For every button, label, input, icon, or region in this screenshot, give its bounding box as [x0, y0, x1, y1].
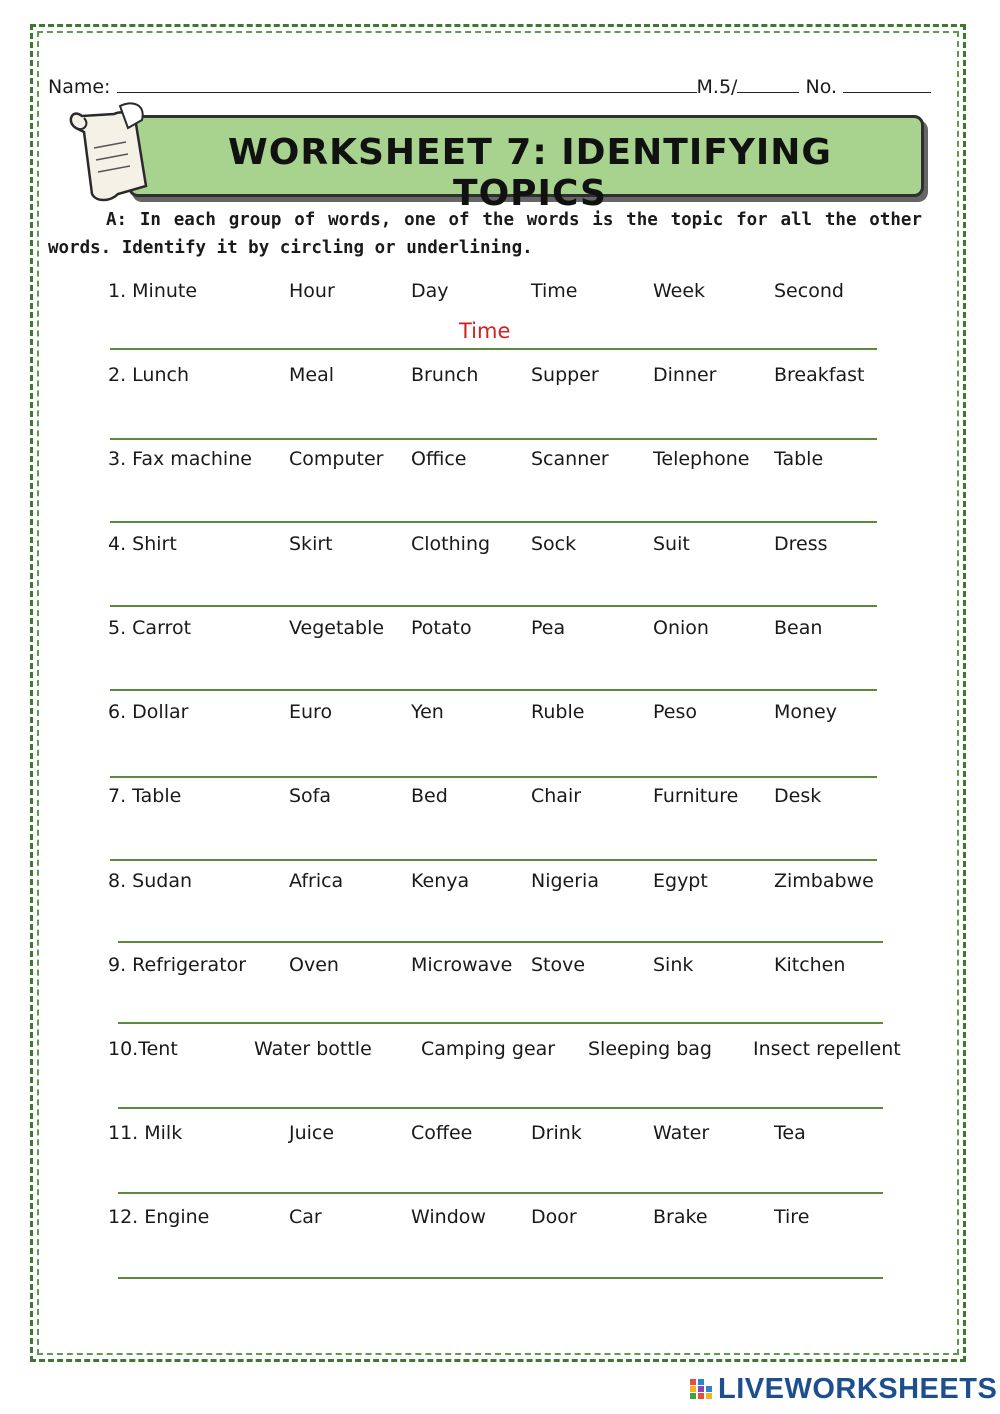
question-word[interactable]: Drink — [531, 1122, 582, 1144]
instruction-text — [48, 206, 922, 262]
question-word-first[interactable]: 6. Dollar — [108, 701, 189, 723]
question-word-first[interactable]: 11. Milk — [108, 1122, 183, 1144]
question-word[interactable]: Peso — [653, 701, 697, 723]
question-word[interactable]: Supper — [531, 364, 599, 386]
question-word[interactable]: Stove — [531, 954, 586, 976]
liveworksheets-logo — [690, 1374, 997, 1404]
question-word[interactable]: Juice — [289, 1122, 335, 1144]
question-word[interactable]: Tea — [774, 1122, 806, 1144]
question-word[interactable]: Coffee — [411, 1122, 473, 1144]
question-word[interactable]: Nigeria — [531, 870, 599, 892]
question-word-first[interactable]: 2. Lunch — [108, 364, 189, 386]
question-word[interactable]: Day — [411, 280, 449, 302]
question-word[interactable]: Sofa — [289, 785, 332, 807]
question-row — [0, 364, 1000, 404]
question-word[interactable]: Camping gear — [421, 1038, 556, 1060]
question-word[interactable]: Second — [774, 280, 844, 302]
question-word[interactable]: Ruble — [531, 701, 585, 723]
question-word[interactable]: Window — [411, 1206, 486, 1228]
question-word[interactable]: Sock — [531, 533, 577, 555]
question-row — [0, 1122, 1000, 1162]
question-word-first[interactable]: 5. Carrot — [108, 617, 192, 639]
question-word[interactable]: Sleeping bag — [588, 1038, 712, 1060]
question-word[interactable]: Time — [531, 280, 578, 302]
answer-line[interactable] — [118, 1022, 883, 1024]
answer-line[interactable] — [118, 1277, 883, 1279]
question-word[interactable]: Sink — [653, 954, 694, 976]
question-row — [0, 954, 1000, 994]
answer-line[interactable] — [110, 438, 877, 440]
answer-line[interactable] — [110, 776, 877, 778]
question-word[interactable]: Pea — [531, 617, 566, 639]
question-word[interactable]: Water — [653, 1122, 710, 1144]
question-word[interactable]: Meal — [289, 364, 335, 386]
question-word[interactable]: Africa — [289, 870, 344, 892]
class-field[interactable] — [737, 74, 799, 93]
question-word-first[interactable]: 1. Minute — [108, 280, 198, 302]
question-word[interactable]: Euro — [289, 701, 333, 723]
question-word-first[interactable]: 9. Refrigerator — [108, 954, 247, 976]
question-word[interactable]: Desk — [774, 785, 822, 807]
answer-line[interactable] — [110, 859, 877, 861]
question-row — [0, 533, 1000, 573]
answer-line[interactable] — [118, 1107, 883, 1109]
question-word[interactable]: Brunch — [411, 364, 479, 386]
question-word[interactable]: Kenya — [411, 870, 470, 892]
question-word[interactable]: Oven — [289, 954, 339, 976]
question-word[interactable]: Telephone — [653, 448, 750, 470]
question-word-first[interactable]: 4. Shirt — [108, 533, 177, 555]
question-row — [0, 448, 1000, 488]
question-row — [0, 701, 1000, 741]
question-word[interactable]: Office — [411, 448, 467, 470]
logo-text: LIVEWORKSHEETS — [718, 1372, 998, 1405]
question-word[interactable]: Tire — [774, 1206, 810, 1228]
worksheet-title: WORKSHEET 7: IDENTIFYING TOPICS — [228, 132, 832, 214]
question-row — [0, 1206, 1000, 1246]
question-word-first[interactable]: 8. Sudan — [108, 870, 193, 892]
question-row — [0, 785, 1000, 825]
question-word[interactable]: Potato — [411, 617, 472, 639]
answer-line[interactable] — [110, 689, 877, 691]
question-word-first[interactable]: 7. Table — [108, 785, 182, 807]
student-info-line — [48, 74, 938, 98]
question-word-first[interactable]: 3. Fax machine — [108, 448, 252, 470]
question-row — [0, 280, 1000, 320]
name-field[interactable] — [117, 74, 697, 93]
question-word[interactable]: Onion — [653, 617, 709, 639]
question-word[interactable]: Chair — [531, 785, 582, 807]
name-label: Name: — [48, 76, 111, 98]
question-word[interactable]: Microwave — [411, 954, 513, 976]
question-word[interactable]: Table — [774, 448, 824, 470]
question-word[interactable]: Water bottle — [254, 1038, 372, 1060]
scroll-icon — [62, 98, 158, 204]
question-word[interactable]: Car — [289, 1206, 322, 1228]
question-word[interactable]: Bean — [774, 617, 823, 639]
number-label: No. — [805, 76, 838, 98]
question-word[interactable]: Insect repellent — [753, 1038, 901, 1060]
question-row — [0, 617, 1000, 657]
question-word[interactable]: Scanner — [531, 448, 609, 470]
question-word-first[interactable]: 10.Tent — [108, 1038, 178, 1060]
question-word[interactable]: Vegetable — [289, 617, 385, 639]
question-word[interactable]: Door — [531, 1206, 577, 1228]
question-word-first[interactable]: 12. Engine — [108, 1206, 210, 1228]
question-word[interactable]: Breakfast — [774, 364, 865, 386]
answer-line[interactable] — [110, 348, 877, 350]
question-word[interactable]: Hour — [289, 280, 335, 302]
question-word[interactable]: Yen — [411, 701, 444, 723]
class-label: M.5/ — [696, 76, 738, 98]
answer-line[interactable] — [118, 941, 883, 943]
answer-text-1: Time — [459, 319, 511, 343]
logo-icon — [690, 1377, 714, 1401]
question-row — [0, 1038, 1000, 1078]
answer-line[interactable] — [110, 605, 877, 607]
instruction-body: In each group of words, one of the words is the topic for all the other words. Identify it by circling or underlining. — [48, 210, 922, 258]
question-word[interactable]: Dinner — [653, 364, 717, 386]
question-word[interactable]: Egypt — [653, 870, 708, 892]
question-word[interactable]: Brake — [653, 1206, 708, 1228]
answer-line[interactable] — [118, 1192, 883, 1194]
question-word[interactable]: Bed — [411, 785, 448, 807]
question-word[interactable]: Money — [774, 701, 837, 723]
question-word[interactable]: Week — [653, 280, 706, 302]
question-word[interactable]: Computer — [289, 448, 384, 470]
question-word[interactable]: Dress — [774, 533, 828, 555]
instruction-prefix: A: — [106, 210, 128, 230]
question-word[interactable]: Skirt — [289, 533, 333, 555]
question-word[interactable]: Furniture — [653, 785, 739, 807]
question-word[interactable]: Suit — [653, 533, 690, 555]
question-row — [0, 870, 1000, 910]
number-field[interactable] — [843, 74, 931, 93]
question-word[interactable]: Zimbabwe — [774, 870, 874, 892]
question-word[interactable]: Clothing — [411, 533, 491, 555]
answer-line[interactable] — [110, 521, 877, 523]
question-word[interactable]: Kitchen — [774, 954, 846, 976]
